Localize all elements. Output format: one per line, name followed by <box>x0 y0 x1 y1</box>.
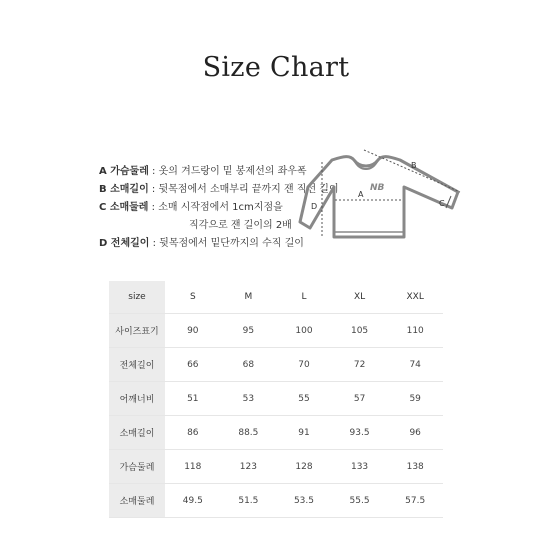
row-label: 어깨너비 <box>109 382 165 416</box>
label-d: D <box>311 202 318 211</box>
brand-logo-icon: NB <box>370 183 385 193</box>
table-header-cell: XL <box>332 281 388 314</box>
size-table <box>109 281 443 518</box>
table-cell: 100 <box>276 314 332 348</box>
label-b: B <box>411 161 417 170</box>
table-header-cell: size <box>109 281 165 314</box>
table-cell: 59 <box>387 382 443 416</box>
table-cell: 72 <box>332 348 388 382</box>
table-cell: 118 <box>165 450 221 484</box>
table-cell: 90 <box>165 314 221 348</box>
table-cell: 105 <box>332 314 388 348</box>
table-cell: 68 <box>221 348 277 382</box>
label-c: C <box>439 199 445 208</box>
row-label: 소매길이 <box>109 416 165 450</box>
table-cell: 91 <box>276 416 332 450</box>
table-row <box>109 314 443 348</box>
table-row <box>109 416 443 450</box>
table-cell: 88.5 <box>221 416 277 450</box>
table-row <box>109 348 443 382</box>
definition-sleeve-width: C 소매둘레 : 소매 시작점에서 1cm지점을 <box>99 202 283 213</box>
table-row <box>109 450 443 484</box>
table-cell: 53 <box>221 382 277 416</box>
label-a: A <box>358 190 364 199</box>
row-label: 전체길이 <box>109 348 165 382</box>
table-cell: 86 <box>165 416 221 450</box>
table-cell: 55.5 <box>332 484 388 518</box>
table-row <box>109 484 443 518</box>
sweatshirt-diagram <box>296 140 476 265</box>
row-label: 가슴둘레 <box>109 450 165 484</box>
row-label: 사이즈표기 <box>109 314 165 348</box>
table-cell: 49.5 <box>165 484 221 518</box>
table-cell: 53.5 <box>276 484 332 518</box>
table-cell: 133 <box>332 450 388 484</box>
definition-sleeve-length: B 소매길이 : 뒷목점에서 소매부리 끝까지 잰 직선 길이 <box>99 184 339 195</box>
definition-chest: A 가슴둘레 : 옷의 겨드랑이 밑 봉제선의 좌우폭 <box>99 166 307 177</box>
table-cell: 70 <box>276 348 332 382</box>
table-cell: 57.5 <box>387 484 443 518</box>
table-cell: 74 <box>387 348 443 382</box>
table-cell: 110 <box>387 314 443 348</box>
table-cell: 128 <box>276 450 332 484</box>
table-header-cell: L <box>276 281 332 314</box>
table-cell: 66 <box>165 348 221 382</box>
table-row <box>109 382 443 416</box>
table-cell: 138 <box>387 450 443 484</box>
table-cell: 51 <box>165 382 221 416</box>
table-header-cell: XXL <box>387 281 443 314</box>
table-cell: 51.5 <box>221 484 277 518</box>
page-title: Size Chart <box>202 52 350 83</box>
table-header-cell: M <box>221 281 277 314</box>
table-cell: 96 <box>387 416 443 450</box>
table-cell: 55 <box>276 382 332 416</box>
table-header-row <box>109 281 443 314</box>
sweatshirt-outline <box>300 157 458 237</box>
table-cell: 95 <box>221 314 277 348</box>
table-cell: 93.5 <box>332 416 388 450</box>
row-label: 소매둘레 <box>109 484 165 518</box>
table-cell: 123 <box>221 450 277 484</box>
definition-sleeve-width-cont: 직각으로 잰 길이의 2배 <box>189 220 292 231</box>
table-cell: 57 <box>332 382 388 416</box>
definition-total-length: D 전체길이 : 뒷목점에서 밑단까지의 수직 길이 <box>99 238 304 249</box>
table-header-cell: S <box>165 281 221 314</box>
